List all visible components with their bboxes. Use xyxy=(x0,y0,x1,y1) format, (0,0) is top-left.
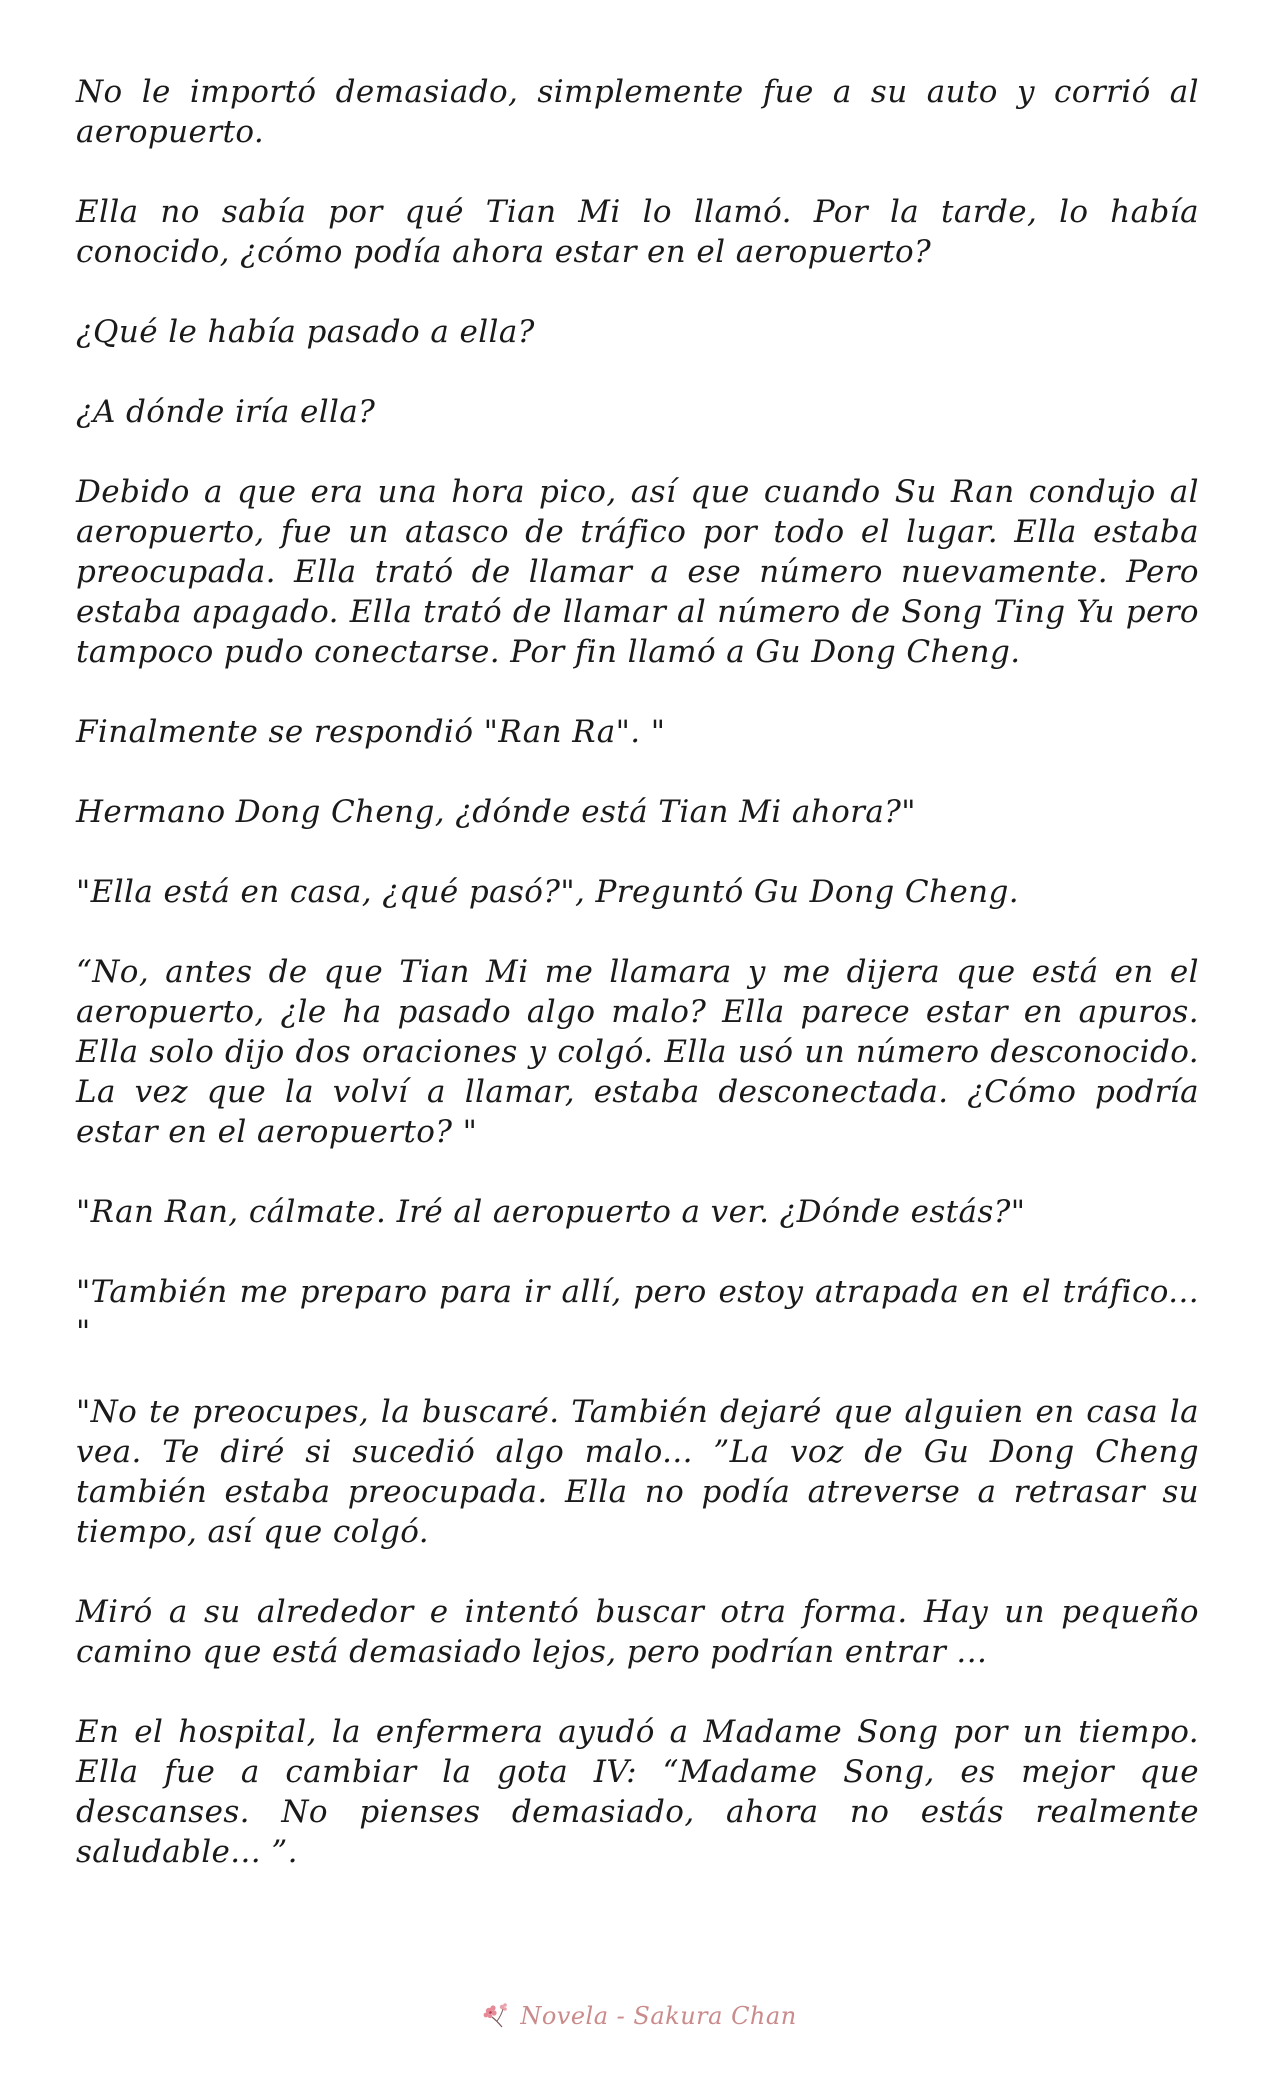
paragraph-10: "Ran Ran, cálmate. Iré al aeropuerto a ver. ¿Dónde estás?" xyxy=(76,1194,1026,1230)
paragraph-12: "No te preocupes, la buscaré. También dejaré que alguien en casa la vea. Te diré si sucedió algo malo... ”La voz de Gu Dong Cheng también estaba preocupada. Ella no podía atreverse a retrasar su tiempo, así que colgó. xyxy=(76,1394,1199,1550)
paragraph-2: Ella no sabía por qué Tian Mi lo llamó. Por la tarde, lo había conocido, ¿cómo podía ahora estar en el aeropuerto? xyxy=(76,194,1199,270)
paragraph-6: Finalmente se respondió "Ran Ra". " xyxy=(76,714,666,750)
paragraph-1: No le importó demasiado, simplemente fue a su auto y corrió al aeropuerto. xyxy=(76,74,1199,150)
footer-watermark xyxy=(0,1996,1275,2036)
paragraph-11: "También me preparo para ir allí, pero estoy atrapada en el tráfico... " xyxy=(76,1274,1199,1350)
paragraph-14: En el hospital, la enfermera ayudó a Madame Song por un tiempo. Ella fue a cambiar la gota IV: “Madame Song, es mejor que descanses. No pienses demasiado, ahora no estás realmente saludable... ”. xyxy=(76,1714,1199,1870)
paragraph-8: "Ella está en casa, ¿qué pasó?", Preguntó Gu Dong Cheng. xyxy=(76,874,1019,910)
paragraph-13: Miró a su alrededor e intentó buscar otra forma. Hay un pequeño camino que está demasiado lejos, pero podrían entrar ... xyxy=(76,1594,1199,1670)
paragraph-9: “No, antes de que Tian Mi me llamara y me dijera que está en el aeropuerto, ¿le ha pasado algo malo? Ella parece estar en apuros. Ella solo dijo dos oraciones y colgó. Ella usó un número desconocido. La vez que la volví a llamar, estaba desconectada. ¿Cómo podría estar en el aeropuerto? " xyxy=(76,954,1199,1150)
paragraph-5: Debido a que era una hora pico, así que cuando Su Ran condujo al aeropuerto, fue un atasco de tráfico por todo el lugar. Ella estaba preocupada. Ella trató de llamar a ese número nuevamente. Pero estaba apagado. Ella trató de llamar al número de Song Ting Yu pero tampoco pudo conectarse. Por fin llamó a Gu Dong Cheng. xyxy=(76,474,1199,670)
paragraph-7: Hermano Dong Cheng, ¿dónde está Tian Mi ahora?" xyxy=(76,794,916,830)
footer-brand xyxy=(480,2001,796,2031)
footer-text: Novela - Sakura Chan xyxy=(520,2002,797,2030)
document-body xyxy=(76,72,1199,1912)
sakura-flower-icon xyxy=(480,2001,512,2031)
paragraph-4: ¿A dónde iría ella? xyxy=(76,394,376,430)
paragraph-3: ¿Qué le había pasado a ella? xyxy=(76,314,535,350)
